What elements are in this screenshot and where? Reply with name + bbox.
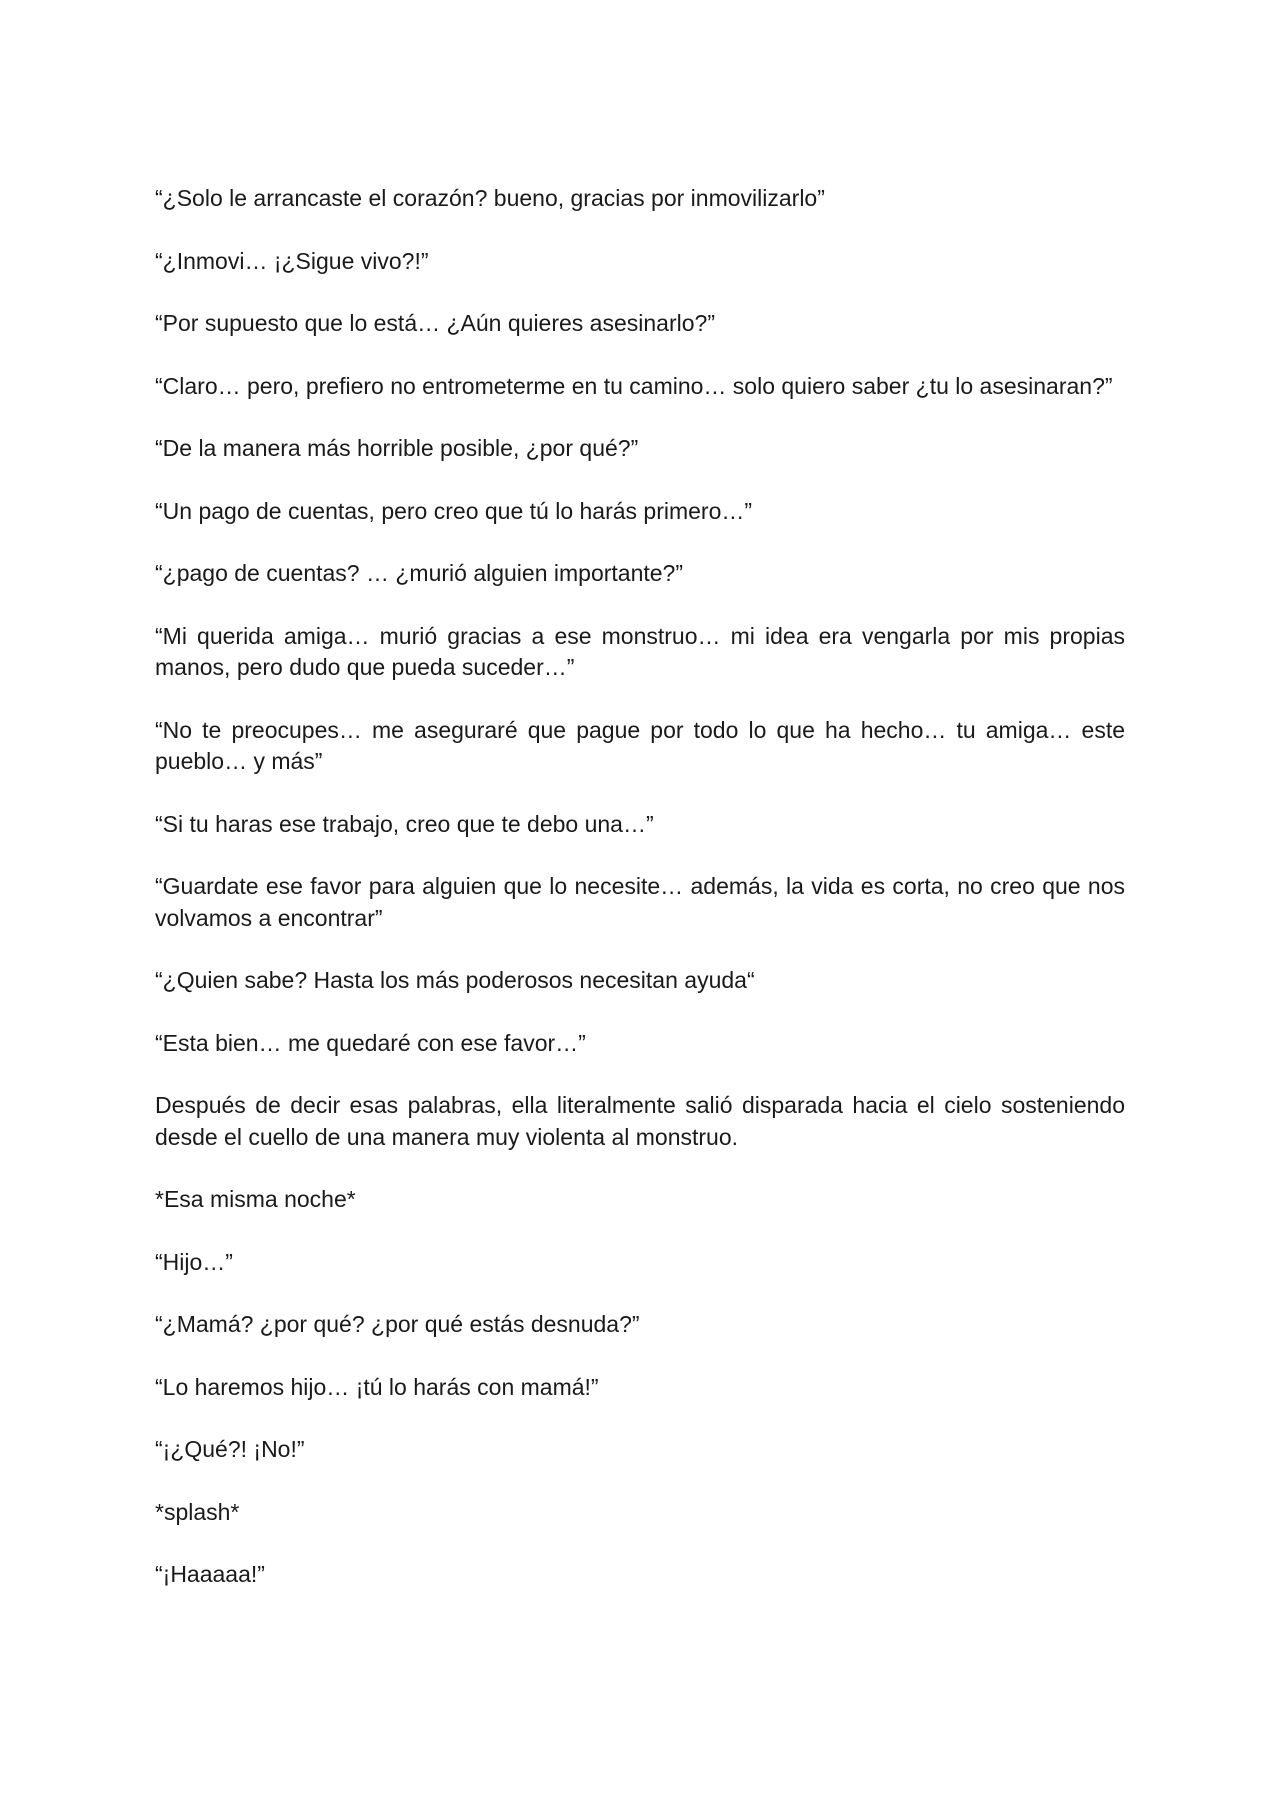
paragraph: “Un pago de cuentas, pero creo que tú lo harás primero…” (155, 497, 753, 524)
paragraph: “¿Mamá? ¿por qué? ¿por qué estás desnuda?” (155, 1311, 640, 1337)
paragraph: “Guardate ese favor para alguien que lo necesite… además, la vida es corta, no creo que nos volvamos a encontrar” (155, 873, 1125, 931)
paragraph: “Esta bien… me quedaré con ese favor…” (155, 1029, 586, 1056)
paragraph: “Hijo…” (155, 1248, 233, 1275)
paragraph: “Claro… pero, prefiero no entrometerme en tu camino… solo quiero saber ¿tu lo asesinaran?” (155, 372, 1113, 399)
paragraph: “¿Inmovi… ¡¿Sigue vivo?!” (155, 247, 429, 274)
paragraph: “Por supuesto que lo está… ¿Aún quieres asesinarlo?” (155, 310, 715, 336)
paragraph: *splash* (155, 1498, 240, 1525)
paragraph: “¡¿Qué?! ¡No!” (155, 1436, 305, 1462)
paragraph: “¿Quien sabe? Hasta los más poderosos necesitan ayuda“ (155, 967, 755, 993)
paragraph: “¿pago de cuentas? … ¿murió alguien importante?” (155, 560, 684, 586)
paragraph: “Lo haremos hijo… ¡tú lo harás con mamá!” (155, 1373, 599, 1400)
paragraph: “Mi querida amiga… murió gracias a ese monstruo… mi idea era vengarla por mis propias manos, pero dudo que pueda suceder…” (155, 622, 1125, 680)
text-body (155, 183, 1125, 1622)
paragraph: *Esa misma noche* (155, 1186, 356, 1212)
paragraph: “De la manera más horrible posible, ¿por qué?” (155, 435, 639, 461)
paragraph: “Si tu haras ese trabajo, creo que te debo una…” (155, 810, 654, 837)
paragraph: “¡Haaaaa!” (155, 1561, 265, 1587)
paragraph: “No te preocupes… me aseguraré que pague por todo lo que ha hecho… tu amiga… este pueblo… y más” (155, 716, 1125, 774)
paragraph: Después de decir esas palabras, ella literalmente salió disparada hacia el cielo sosteniendo desde el cuello de una manera muy violenta al monstruo. (155, 1092, 1125, 1150)
paragraph: “¿Solo le arrancaste el corazón? bueno, gracias por inmovilizarlo” (155, 185, 825, 211)
